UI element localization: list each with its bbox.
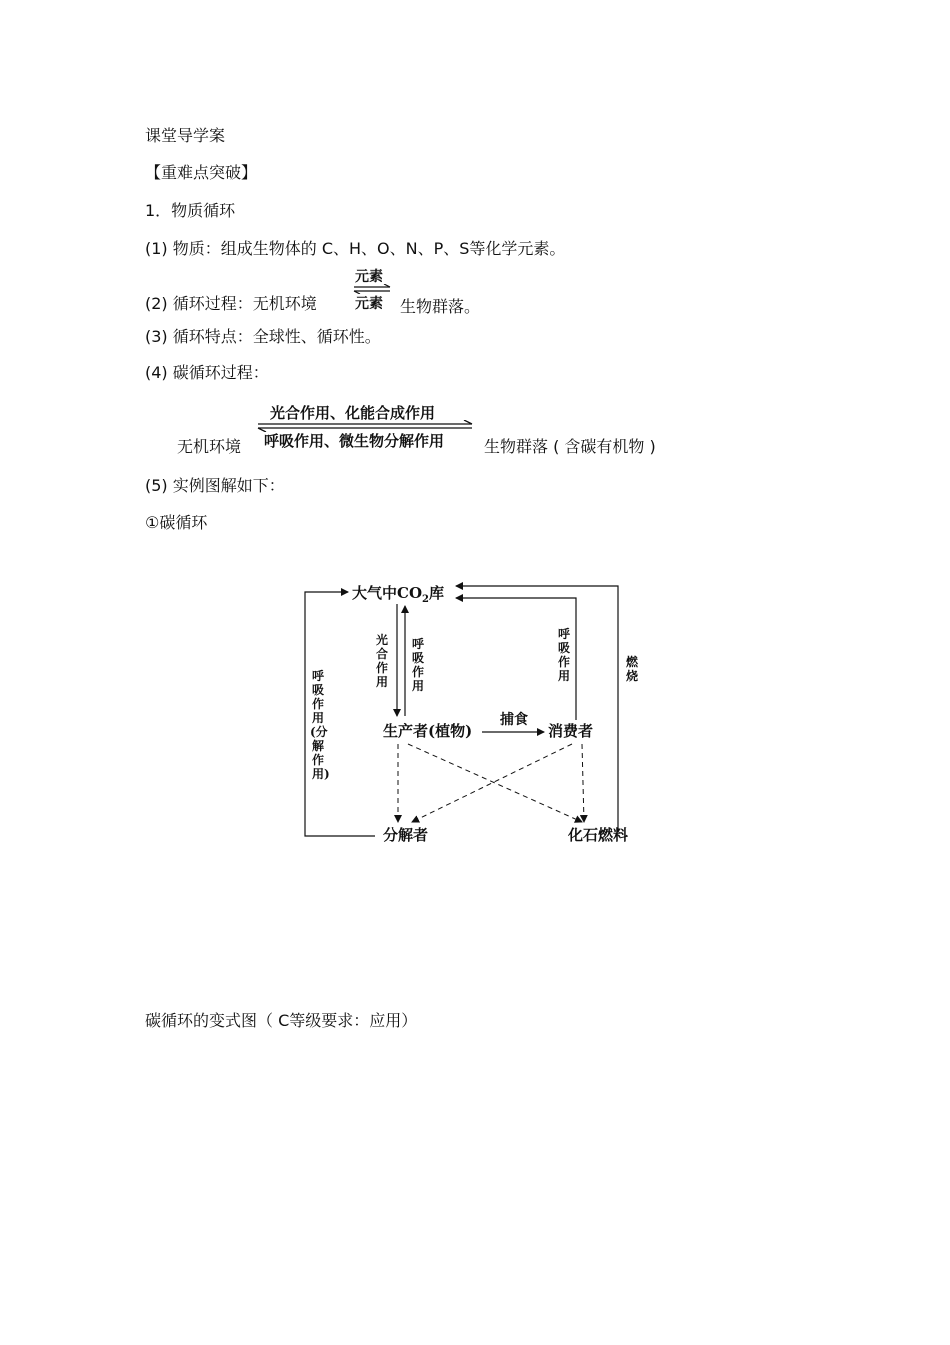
node-fossil-fuel: 化石燃料 xyxy=(568,826,629,844)
item-carbon-cycle-process: (4) 碳循环过程： xyxy=(145,363,269,382)
svg-text:吸: 吸 xyxy=(312,683,325,697)
svg-text:作: 作 xyxy=(312,697,325,711)
node-decomposer: 分解者 xyxy=(383,826,429,844)
label-predation: 捕食 xyxy=(500,712,528,728)
item-carbon-cycle: ①碳循环 xyxy=(145,513,208,532)
svg-text:(分: (分 xyxy=(310,725,328,739)
dashed-consumer-to-fossil xyxy=(582,744,584,822)
footer-variant-diagram: 碳循环的变式图（ C等级要求：应用） xyxy=(145,1011,418,1030)
label-burning xyxy=(625,654,639,683)
label-decomposer-respiration xyxy=(310,668,330,781)
cycle-process-right: 生物群落。 xyxy=(400,297,481,316)
svg-text:作: 作 xyxy=(412,665,425,679)
cycle-process-label: (2) 循环过程：无机环境 xyxy=(145,294,317,313)
item-example-diagram: (5) 实例图解如下： xyxy=(145,476,285,495)
svg-text:烧: 烧 xyxy=(626,669,639,683)
svg-text:燃: 燃 xyxy=(626,655,639,669)
eq-left: 无机环境 xyxy=(177,437,242,456)
arrow-fossil-to-atmosphere xyxy=(456,586,618,832)
svg-text:吸: 吸 xyxy=(412,651,425,665)
item-cycle-process xyxy=(145,294,317,314)
svg-text:解: 解 xyxy=(312,739,325,753)
label-consumer-respiration xyxy=(558,626,571,683)
svg-text:用: 用 xyxy=(312,711,325,725)
svg-text:作: 作 xyxy=(312,753,325,767)
item-cycle-features: (3) 循环特点：全球性、循环性。 xyxy=(145,327,381,346)
label-photosynthesis xyxy=(376,632,388,689)
element-top-label: 元素 xyxy=(355,269,383,285)
svg-text:作: 作 xyxy=(558,655,571,669)
svg-text:用: 用 xyxy=(412,679,425,693)
eq-top: 光合作用、化能合成作用 xyxy=(270,404,436,422)
eq-bottom: 呼吸作用、微生物分解作用 xyxy=(264,432,445,450)
label-producer-respiration xyxy=(412,636,425,693)
section-heading: 【重难点突破】 xyxy=(145,163,258,182)
dashed-consumer-to-decomposer xyxy=(412,744,572,822)
svg-text:合: 合 xyxy=(376,647,389,661)
svg-text:呼: 呼 xyxy=(312,669,325,683)
svg-text:吸: 吸 xyxy=(558,641,571,655)
node-producer: 生产者(植物) xyxy=(383,722,473,740)
svg-text:用: 用 xyxy=(558,669,571,683)
heading-material-cycle: 1．物质循环 xyxy=(145,201,236,220)
svg-text:用: 用 xyxy=(376,675,389,689)
item-material: (1) 物质：组成生物体的 C、H、O、N、P、S等化学元素。 xyxy=(145,239,566,258)
svg-text:用): 用) xyxy=(312,767,330,781)
element-bottom-label: 元素 xyxy=(355,296,383,312)
svg-text:呼: 呼 xyxy=(412,637,425,651)
svg-text:呼: 呼 xyxy=(558,627,571,641)
svg-text:作: 作 xyxy=(376,661,389,675)
svg-text:光: 光 xyxy=(376,633,389,647)
node-atmosphere-co2: 大气中$CO_2$库 xyxy=(352,584,444,605)
doc-title: 课堂导学案 xyxy=(145,126,226,145)
node-consumer: 消费者 xyxy=(548,722,594,740)
carbon-cycle-diagram xyxy=(290,572,650,852)
eq-right: 生物群落 ( 含碳有机物 ) xyxy=(484,437,656,456)
dashed-producer-to-fossil xyxy=(408,744,582,822)
